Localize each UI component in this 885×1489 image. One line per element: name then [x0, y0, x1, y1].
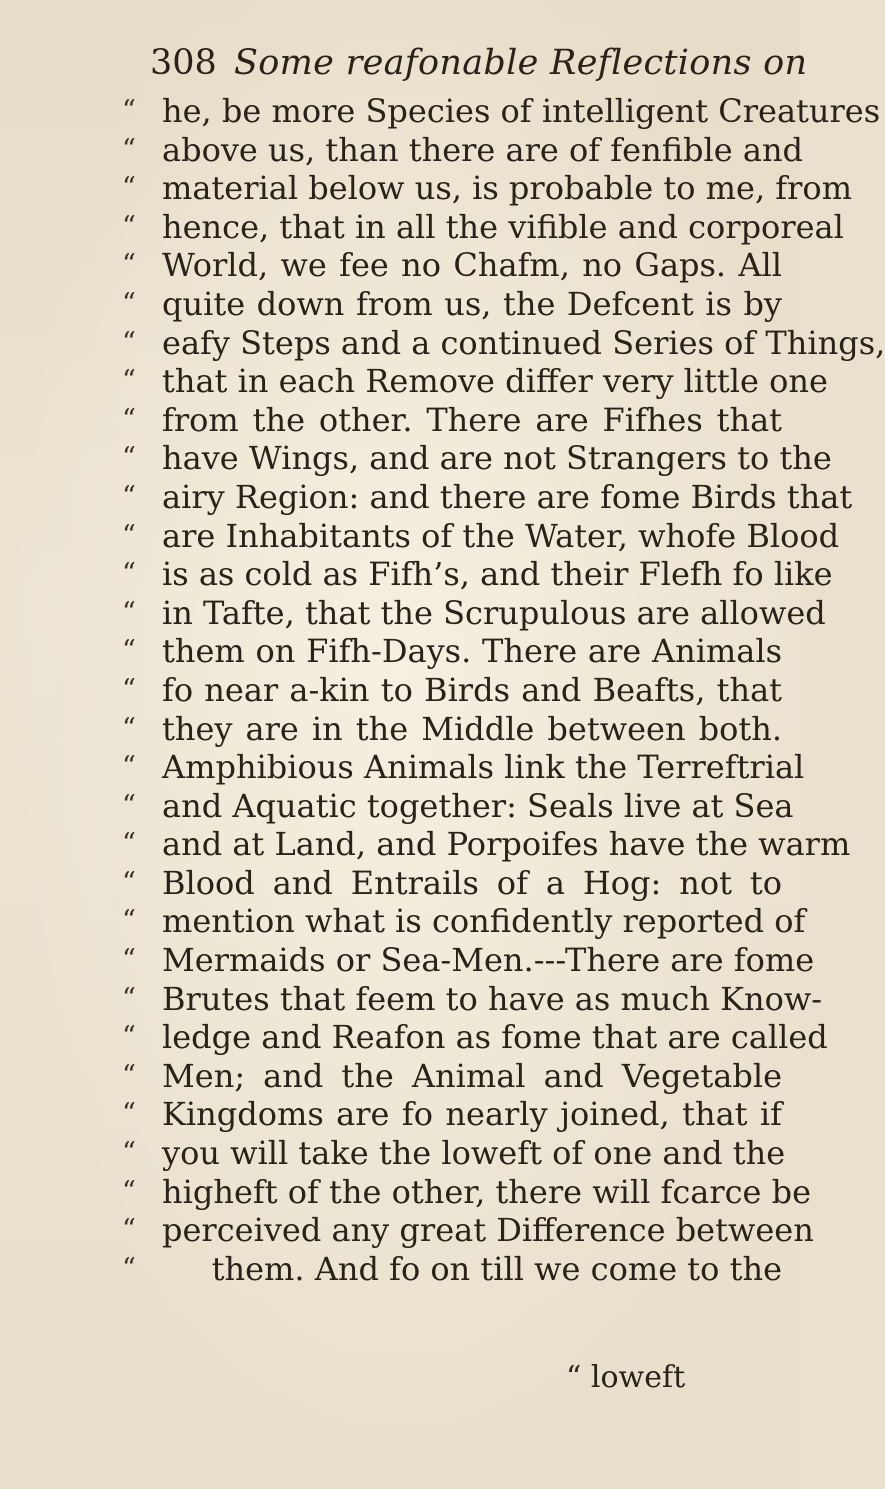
quotation-mark: “	[122, 905, 136, 937]
quotation-mark: “	[122, 1021, 136, 1053]
quotation-mark: “	[122, 635, 136, 667]
quotation-mark: “	[122, 133, 136, 165]
text-line	[122, 92, 881, 131]
text-line	[122, 1211, 814, 1250]
quotation-mark: “	[122, 1252, 136, 1284]
line-text: from the other. There are Fifhes that	[162, 400, 782, 439]
page-header	[150, 40, 807, 86]
line-text: they are in the Middle between both.	[162, 709, 782, 748]
quotation-mark: “	[122, 249, 136, 281]
line-text: above us, than there are of fenfible and	[162, 130, 804, 169]
quotation-mark: “	[122, 1137, 136, 1169]
quotation-mark: “	[122, 558, 136, 590]
quotation-mark: “	[122, 172, 136, 204]
line-text: is as cold as Fifh’s, and their Flefh fo like	[162, 555, 833, 594]
quotation-mark: “	[122, 403, 136, 435]
line-text: and at Land, and Porpoifes have the warm	[162, 825, 851, 864]
text-line	[122, 285, 782, 324]
text-line	[122, 979, 823, 1019]
text-line	[122, 130, 804, 170]
text-line	[122, 1134, 786, 1173]
text-line	[122, 1250, 782, 1289]
line-text: higheft of the other, there will fcarce be	[162, 1172, 812, 1211]
text-line	[122, 593, 826, 633]
line-text: have Wings, and are not Strangers to the	[162, 439, 832, 478]
text-line	[122, 671, 782, 710]
quotation-mark: “	[122, 1098, 136, 1130]
quotation-mark: “	[122, 1214, 136, 1246]
quotation-mark: “	[122, 519, 136, 551]
line-text: mention what is confidently reported of	[162, 902, 806, 941]
line-text: that in each Remove differ very little one	[162, 362, 828, 401]
line-text: them on Fifh-Days. There are Animals	[162, 632, 782, 671]
line-text: World, we fee no Chafm, no Gaps. All	[162, 246, 782, 285]
line-text: fo near a-kin to Birds and Beafts, that	[162, 670, 782, 709]
quotation-mark: “	[122, 95, 136, 126]
line-text: are Inhabitants of the Water, whofe Blood	[162, 516, 840, 555]
line-text: material below us, is probable to me, from	[162, 169, 853, 208]
line-text: Mermaids or Sea-Men.---There are fome	[162, 941, 815, 980]
text-line	[122, 362, 828, 401]
quotation-mark: “	[122, 789, 136, 821]
quotation-mark: “	[122, 1059, 136, 1091]
quotation-mark: “	[122, 287, 136, 319]
line-text: quite down from us, the Defcent is by	[162, 284, 782, 323]
text-line	[122, 516, 840, 556]
quotation-mark: “	[122, 326, 136, 358]
text-line	[122, 323, 885, 363]
text-line	[122, 1172, 812, 1212]
quotation-mark: “	[122, 673, 136, 705]
page-number: 308	[150, 43, 217, 83]
text-line	[122, 748, 805, 787]
line-text: Blood and Entrails of a Hog: not to	[162, 863, 782, 902]
text-line	[122, 710, 782, 749]
text-line	[122, 246, 782, 285]
quotation-mark: “	[122, 751, 136, 783]
line-text: Men; and the Animal and Vegetable	[162, 1056, 782, 1095]
quotation-mark: “	[122, 210, 136, 242]
quotation-mark: “	[122, 944, 136, 976]
quotation-mark: “	[122, 1175, 136, 1207]
text-line	[122, 401, 782, 440]
text-line	[122, 902, 806, 941]
quotation-mark: “	[122, 712, 136, 744]
text-line	[122, 1095, 782, 1134]
line-text: he, be more Species of intelligent Creatures	[162, 92, 881, 130]
quotation-mark: “	[122, 480, 136, 512]
line-text: hence, that in all the vifible and corporeal	[162, 207, 844, 246]
quotation-mark: “	[122, 596, 136, 628]
text-line	[122, 477, 853, 517]
quotation-mark: “	[122, 866, 136, 898]
body-text	[122, 92, 885, 1288]
quotation-mark: “	[122, 365, 136, 397]
text-line	[122, 864, 782, 903]
line-text: and Aquatic together: Seals live at Sea	[162, 786, 794, 825]
line-text: Kingdoms are fo nearly joined, that if	[162, 1095, 782, 1134]
text-line	[122, 207, 844, 247]
line-text: airy Region: and there are fome Birds that	[162, 477, 853, 516]
text-line	[122, 1018, 828, 1057]
text-line	[122, 169, 853, 208]
line-text: them. And fo on till we come to the	[211, 1249, 782, 1288]
text-line	[122, 1057, 782, 1096]
line-text: Brutes that feem to have as much Know-	[162, 979, 823, 1018]
line-text: Amphibious Animals link the Terreftrial	[162, 748, 805, 787]
quotation-mark: “	[122, 442, 136, 474]
line-text: perceived any great Difference between	[162, 1211, 814, 1250]
text-line	[122, 786, 794, 826]
text-line	[122, 941, 815, 980]
text-line	[122, 632, 782, 671]
line-text: eafy Steps and a continued Series of Things,	[162, 323, 885, 362]
catchword: “ loweft	[566, 1360, 686, 1395]
line-text: in Tafte, that the Scrupulous are allowed	[162, 593, 826, 632]
text-line	[122, 439, 832, 478]
quotation-mark: “	[122, 982, 136, 1014]
quotation-mark: “	[122, 828, 136, 860]
text-line	[122, 555, 833, 594]
running-title: Some reafonable Reflections on	[234, 43, 808, 83]
line-text: you will take the loweft of one and the	[162, 1134, 786, 1173]
text-line	[122, 825, 851, 864]
line-text: ledge and Reafon as fome that are called	[162, 1018, 828, 1057]
